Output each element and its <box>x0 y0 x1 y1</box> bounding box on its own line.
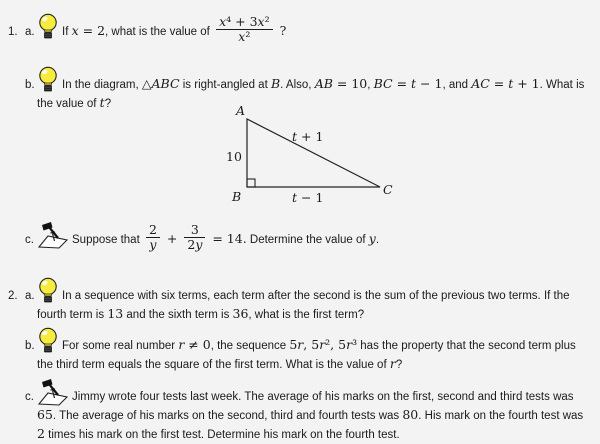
hammer-icon <box>38 378 68 406</box>
plain-text: , and <box>442 79 472 91</box>
part-label: b. <box>25 79 35 91</box>
part-head <box>8 290 62 302</box>
math-expression: 2 <box>146 223 160 238</box>
math-expression: 13 <box>107 306 124 321</box>
triangle-diagram <box>228 104 413 209</box>
part-head <box>8 79 62 91</box>
math-expression: t <box>99 95 105 110</box>
difficulty-icon-slot <box>38 26 58 38</box>
plain-text: If <box>62 26 72 38</box>
part-head <box>8 391 72 403</box>
plain-text: Jimmy wrote four tests last week. The average of his marks on the first, second and third tests was <box>72 391 574 403</box>
diagram-label-vertex-a <box>236 104 245 119</box>
difficulty-icon-slot <box>38 290 58 302</box>
part-text <box>62 14 287 45</box>
math-expression: B <box>270 76 281 91</box>
math-expression: x = 2 <box>71 23 106 38</box>
math-expression: 36 <box>232 306 249 321</box>
difficulty-icon-slot <box>38 391 68 403</box>
problem-number: 2. <box>8 290 18 302</box>
math-expression: + <box>162 231 182 246</box>
plain-text: In the diagram, <box>62 79 142 91</box>
plain-text: Determine the value of <box>246 234 369 246</box>
problem-part-2a <box>0 277 586 324</box>
math-expression: r <box>389 356 396 371</box>
part-head <box>8 340 62 352</box>
part-head <box>8 234 72 246</box>
lightbulb-icon <box>38 327 58 355</box>
plain-text: In a sequence with six terms, each term after the second is the sum of the previous two terms. If the fourth term is <box>37 290 570 321</box>
problem-number: 1. <box>8 26 18 38</box>
part-label: a. <box>25 26 35 38</box>
part-text <box>72 222 380 253</box>
math-expression: y <box>149 237 157 253</box>
difficulty-icon-slot <box>38 79 58 91</box>
math-expression: 3 <box>184 223 205 238</box>
lightbulb-icon <box>38 66 58 94</box>
plain-text: ? <box>104 98 112 110</box>
math-expression: BC = t − 1 <box>373 76 443 91</box>
part-label: c. <box>25 234 34 246</box>
diagram-label-side-ab <box>226 150 242 165</box>
problem-part-1a <box>0 13 586 46</box>
math-expression: 2y <box>187 237 203 253</box>
part-text <box>37 290 570 321</box>
math-expression: B <box>232 189 242 204</box>
math-expression: r ≠ 0 <box>178 337 211 352</box>
math-expression: 10 <box>226 149 242 164</box>
plain-text: . <box>375 234 380 246</box>
math-expression: AB = 10 <box>314 76 368 91</box>
fraction <box>184 223 205 252</box>
math-expression: t − 1 <box>292 190 324 205</box>
math-expression: x⁴ + 3x² <box>216 15 273 30</box>
plain-text: Suppose that <box>72 234 143 246</box>
plain-text: and the sixth term is <box>123 309 233 321</box>
part-head <box>8 26 62 38</box>
math-expression: t + 1 <box>292 129 324 144</box>
hammer-icon <box>38 221 68 249</box>
lightbulb-icon <box>38 13 58 41</box>
fraction <box>216 15 273 44</box>
diagram-label-vertex-c <box>383 183 393 198</box>
diagram-label-side-ac <box>292 130 323 145</box>
problem-part-2b <box>0 327 586 374</box>
plain-text: ? <box>395 359 403 371</box>
plain-text: has the property that the second term plus the third term equals the square of the first term. What is the value of <box>37 340 576 371</box>
math-expression: 80 <box>402 407 419 422</box>
math-expression: 65 <box>37 407 53 422</box>
math-expression: A <box>236 103 246 118</box>
plain-text: , the sequence <box>210 340 290 352</box>
plain-text: . What is the value of <box>37 79 585 110</box>
problem-part-1c <box>0 221 586 254</box>
plain-text: times his mark on the first test. Determine his mark on the fourth test. <box>44 429 400 441</box>
math-expression: 5r, 5r², 5r³ <box>289 337 358 352</box>
math-expression: △ABC <box>141 76 180 91</box>
fraction <box>146 223 160 252</box>
math-expression: y <box>368 231 376 246</box>
diagram-label-side-bc <box>292 191 323 206</box>
part-label: c. <box>25 391 34 403</box>
lightbulb-icon <box>38 277 58 305</box>
diagram-label-vertex-b <box>232 190 241 205</box>
plain-text: . The average of his marks on the second, third and fourth tests was <box>52 410 403 422</box>
part-label: a. <box>25 290 35 302</box>
math-expression: ? <box>275 23 287 38</box>
plain-text: , <box>367 79 374 91</box>
part-text <box>37 391 583 441</box>
difficulty-icon-slot <box>38 340 58 352</box>
problem-part-2c <box>0 378 586 444</box>
difficulty-icon-slot <box>38 234 68 246</box>
math-expression: C <box>383 182 393 197</box>
plain-text: For some real number <box>62 340 179 352</box>
part-text <box>37 337 576 371</box>
plain-text: , what is the value of <box>105 26 214 38</box>
math-expression: 2 <box>37 426 45 441</box>
plain-text: , what is the first term? <box>248 309 365 321</box>
plain-text: . His mark on the fourth test was <box>418 410 584 422</box>
part-label: b. <box>25 340 35 352</box>
right-angle-marker <box>247 179 255 187</box>
plain-text: is right-angled at <box>179 79 271 91</box>
math-expression: x² <box>238 29 251 45</box>
math-expression: AC = t + 1 <box>471 76 540 91</box>
plain-text: . Also, <box>280 79 315 91</box>
math-expression: = 14. <box>208 231 247 246</box>
